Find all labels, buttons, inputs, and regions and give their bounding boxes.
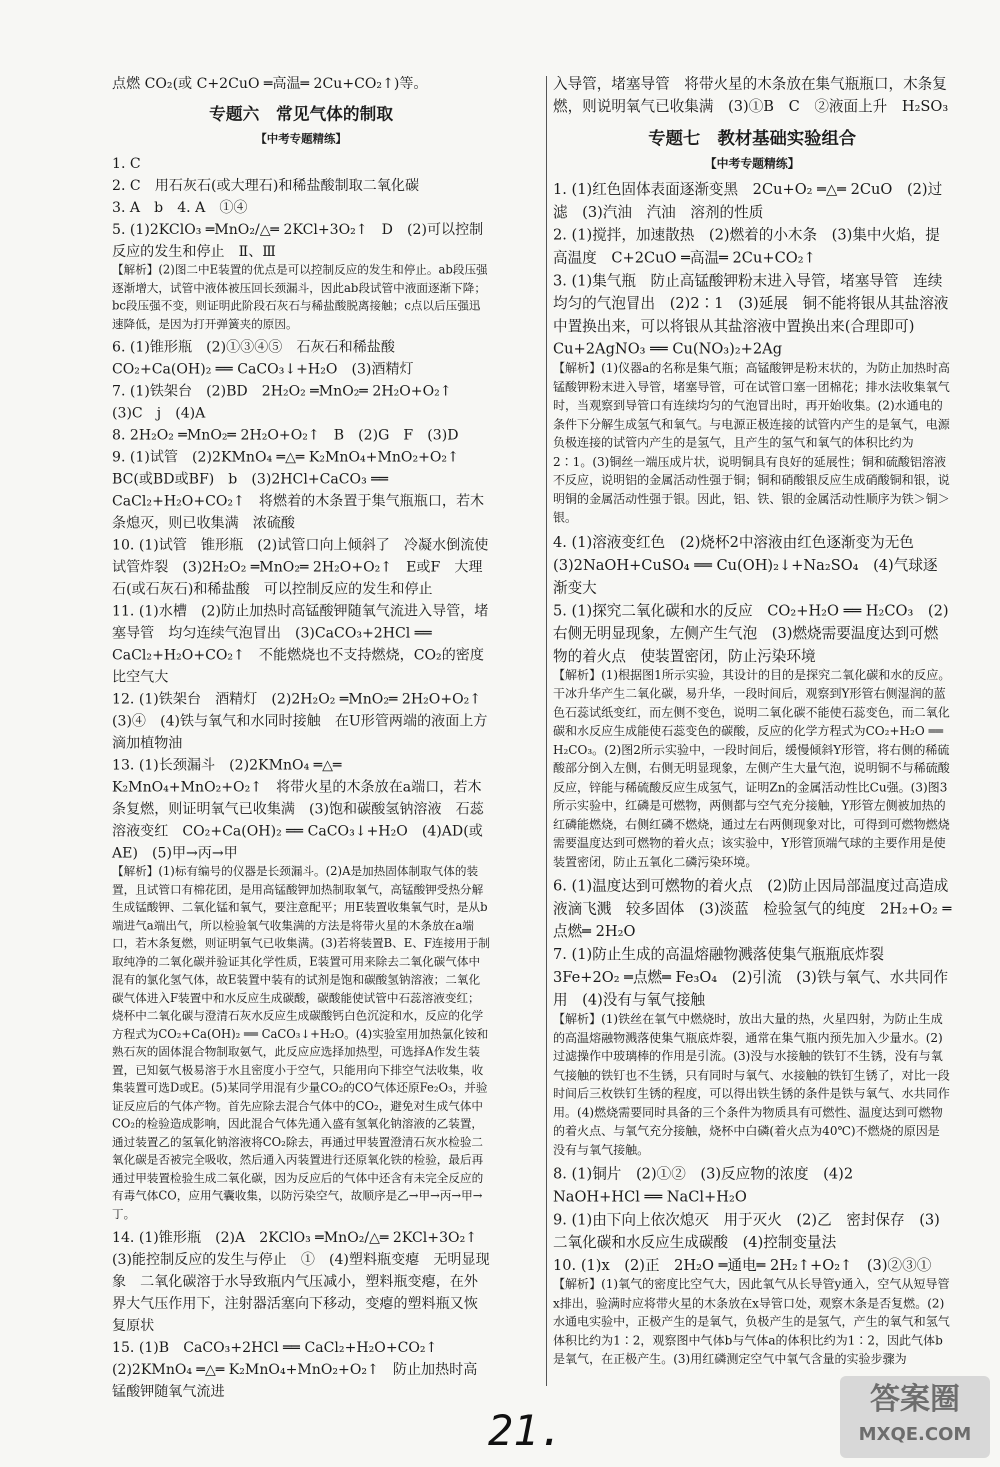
answer-item: 3. (1)集气瓶 防止高锰酸钾粉末进入导管，堵塞导管 连续均匀的气泡冒出 (2)2∶1 (3)延展 铜不能将银从其盐溶液中置换出来，可以将银从其盐溶液中置换出来(合理即可) Cu+2AgNO₃ ══ Cu(NO₃)₂+2Ag [553,271,949,358]
answer-item: 6. (1)温度达到可燃物的着火点 (2)防止因局部温度过高造成液滴飞溅 较多固体 (3)淡蓝 检验氢气的纯度 2H₂+O₂ ═点燃═ 2H₂O [553,876,952,940]
section-subtitle-7: 【中考专题精练】 [704,157,800,172]
answer-item: 1. C [112,154,141,172]
answer-item: 2. C 用石灰石(或大理石)和稀盐酸制取二氧化碳 [112,176,420,194]
answer-item: 5. (1)探究二氧化碳和水的反应 CO₂+H₂O ══ H₂CO₃ (2)右侧无明显现象，左侧产生气泡 (3)燃烧需要温度达到可燃物的着火点 使装置密闭，防止污染环境 [553,601,949,665]
left-column [112,72,496,1402]
answer-item: 9. (1)试管 (2)2KMnO₄ ═△═ K₂MnO₄+MnO₂+O₂↑ BC(或BD或BF) b (3)2HCl+CaCO₃ ══ CaCl₂+H₂O+CO₂↑ 将燃着的木条置于集气瓶瓶口，若木条熄灭，则已收集满 浓硫酸 [112,448,485,532]
left-top-line: 点燃 CO₂(或 C+2CuO ═高温═ 2Cu+CO₂↑)等。 [112,74,428,92]
watermark-logo [840,1376,990,1458]
answer-item: 10. (1)试管 锥形瓶 (2)试管口向上倾斜了 冷凝水倒流使试管炸裂 (3)2H₂O₂ ═MnO₂═ 2H₂O+O₂↑ E或F 大理石(或石灰石)和稀盐酸 可以控制反应的发生和停止 [112,536,489,598]
explanation-block: 【解析】(1)标有编号的仪器是长颈漏斗。(2)A是加热固体制取气体的装置，且试管口有棉花团，是用高锰酸钾加热制取氧气，高锰酸钾受热分解生成锰酸钾、二氧化锰和氧气，要注意配平；用E装置收集氧气时，是从b端进气a端出气，所以检验氧气收集满的方法是将带火星的木条放在a端口，若木条复燃，则证明氧气已收集满。(3)若将装置B、E、F连接用于制取纯净的二氧化碳并验证其化学性质，E装置可用来除去二氧化碳气体中混有的氯化氢气体，故E装置中装有的试剂是饱和碳酸氢钠溶液；二氧化碳气体进入F装置中和水反应生成碳酸，碳酸能使试管中石蕊溶液变红；烧杯中二氧化碳与澄清石灰水反应生成碳酸钙白色沉淀和水，反应的化学方程式为CO₂+Ca(OH)₂ ══ CaCO₃↓+H₂O。(4)实验室用加热氯化铵和熟石灰的固体混合物制取氨气，此反应应选择加热型，可选择A作发生装置，已知氨气极易溶于水且密度小于空气，只能用向下排空气法收集，收集装置可选D或E。(5)某同学用混有少量CO₂的CO气体还原Fe₂O₃，并验证反应后的气体产物。首先应除去混合气体中的CO₂，避免对生成气体中CO₂的检验造成影响，因此混合气体先通入盛有氢氧化钠溶液的乙装置，通过装置乙的氢氧化钠溶液将CO₂除去，再通过甲装置澄清石灰水检验二氧化碳是否被完全吸收，然后通入丙装置进行还原氧化铁的检验，最后再通过甲装置检验生成二氧化碳，因为反应后的气体中还含有未完全反应的有毒气体CO，应用气囊收集，以防污染空气，故顺序是乙→甲→丙→甲→丁。 [112,865,490,1222]
answer-item: 15. (1)B CaCO₃+2HCl ══ CaCl₂+H₂O+CO₂↑ (2)2KMnO₄ ═△═ K₂MnO₄+MnO₂+O₂↑ 防止加热时高锰酸钾随氧气流进 [112,1338,478,1400]
answer-item: 6. (1)锥形瓶 (2)①③④⑤ 石灰石和稀盐酸 CO₂+Ca(OH)₂ ══ CaCO₃↓+H₂O (3)酒精灯 [112,338,414,378]
column-divider [546,76,547,1386]
explanation-block: 【解析】(1)根据图1所示实验，其设计的目的是探究二氧化碳和水的反应。干冰升华产生二氧化碳，易升华，一段时间后，观察到Y形管右侧湿润的蓝色石蕊试纸变红，而左侧不变色，说明二氧化碳不能使石蕊变色，而二氧化碳和水反应生成能使石蕊变色的碳酸，反应的化学方程式为CO₂+H₂O ══ H₂CO₃。(2)图2所示实验中，一段时间后，缓慢倾斜Y形管，将右侧的稀硫酸部分倒入左侧，右侧无明显现象，左侧产生大量气泡，说明铜不与稀硫酸反应，锌能与稀硫酸反应生成氢气，证明Zn的金属活动性比Cu强。(3)图3所示实验中，红磷是可燃物，两侧都与空气充分接触，Y形管左侧被加热的红磷能燃烧，右侧红磷不燃烧，通过左右两侧现象对比，可得到可燃物燃烧需要温度达到可燃物的着火点；该实验中，Y形管顶端气球的主要作用是使装置密闭，防止五氧化二磷污染环境。 [553,668,951,870]
left-answer-list [112,152,496,1402]
answer-item: 8. 2H₂O₂ ═MnO₂═ 2H₂O+O₂↑ B (2)G F (3)D [112,426,459,444]
section-title-6: 专题六 常见气体的制取 [209,104,394,124]
answer-item: 2. (1)搅拌，加速散热 (2)燃着的小木条 (3)集中火焰，提高温度 C+2CuO ═高温═ 2Cu+CO₂↑ [553,226,940,267]
explanation-block: 【解析】(1)氧气的密度比空气大，因此氧气从长导管y通入，空气从短导管x排出，验满时应将带火星的木条放在x导管口处，观察木条是否复燃。(2)水通电实验中，正极产生的是氧气，负极产生的是氢气，产生的氧气和氢气体积比约为1∶2，观察图中气体b与气体a的体积比约为1∶2，因此气体b是氧气，在正极产生。(3)用红磷测定空气中氧气含量的实验步骤为 [553,1278,950,1367]
answer-item: 12. (1)铁架台 酒精灯 (2)2H₂O₂ ═MnO₂═ 2H₂O+O₂↑ (3)④ (4)铁与氧气和水同时接触 在U形管两端的液面上方滴加植物油 [112,690,496,752]
explanation-block: 【解析】(1)仪器a的名称是集气瓶；高锰酸钾是粉末状的，为防止加热时高锰酸钾粉末进入导管，堵塞导管，可在试管口塞一团棉花；排水法收集氧气时，当观察到导管口有连续均匀的气泡冒出时，再开始收集。(2)水通电的条件下分解生成氢气和氧气。与电源正极连接的试管内产生的是氧气，电源负极连接的试管内产生的是氢气，且产生的氢气和氧气的体积比约为2∶1。(3)铜丝一端压成片状，说明铜具有良好的延展性；铜和硫酸铝溶液不反应，说明铝的金属活动性强于铜；铜和硝酸银反应生成硝酸铜和银，说明铜的金属活动性强于银。因此，铝、铁、银的金属活动性顺序为铁＞铜＞银。 [553,361,950,526]
right-top-lines: 入导管，堵塞导管 将带火星的木条放在集气瓶瓶口，木条复燃，则说明氧气已收集满 (3)①B C ②液面上升 H₂SO₃ [553,74,949,115]
explanation-block: 【解析】(1)铁丝在氧气中燃烧时，放出大量的热，火星四射，为防止生成的高温熔融物溅落使集气瓶底炸裂，通常在集气瓶内预先加入少量水。(2)过滤操作中玻璃棒的作用是引流。(3)没与水接触的铁钉不生锈，没有与氧气接触的铁钉也不生锈，只有同时与氧气、水接触的铁钉生锈了，对比一段时间后三枚铁钉生锈的程度，可以得出铁生锈的条件是铁与氧气、水共同作用。(4)燃烧需要同时具备的三个条件为物质具有可燃性、温度达到可燃物的着火点、与氧气充分接触，烧杯中白磷(着火点为40℃)不燃烧的原因是没有与氧气接触。 [553,1012,950,1158]
answer-item: 4. (1)溶液变红色 (2)烧杯2中溶液由红色逐渐变为无色 (3)2NaOH+CuSO₄ ══ Cu(OH)₂↓+Na₂SO₄ (4)气球逐渐变大 [553,532,938,596]
watermark-url: MXQE.COM [858,1424,972,1445]
answer-item: 13. (1)长颈漏斗 (2)2KMnO₄ ═△═ K₂MnO₄+MnO₂+O₂↑ 将带火星的木条放在a端口，若木条复燃，则证明氧气已收集满 (3)饱和碳酸氢钠溶液 石蕊溶液变红 CO₂+Ca(OH)₂ ══ CaCO₃↓+H₂O (4)AD(或AE) (5)甲→丙→甲 [112,756,484,862]
section-title-7: 专题七 教材基础实验组合 [648,128,857,149]
page-number: 21. [488,1406,564,1455]
right-column [553,72,951,1372]
watermark-text: 答案圈 [870,1382,960,1417]
answer-item: 5. (1)2KClO₃ ═MnO₂/△═ 2KCl+3O₂↑ D (2)可以控制反应的发生和停止 Ⅱ、Ⅲ [112,220,484,260]
section-subtitle-6: 【中考专题精练】 [255,132,347,146]
answer-item: 3. A b 4. A ①④ [112,198,248,216]
explanation-block: 【解析】(2)图二中E装置的优点是可以控制反应的发生和停止。ab段压强逐渐增大，试管中液体被压回长颈漏斗，因此ab段试管中液面逐渐下降；bc段压强不变，则证明此阶段石灰石与稀盐酸脱离接触；c点以后压强迅速降低，是因为打开弹簧夹的原因。 [112,263,488,332]
answer-item: 11. (1)水槽 (2)防止加热时高锰酸钾随氧气流进入导管，堵塞导管 均匀连续气泡冒出 (3)CaCO₃+2HCl ══ CaCl₂+H₂O+CO₂↑ 不能燃烧也不支持燃烧，CO₂的密度比空气大 [112,602,489,686]
answer-item: 10. (1)x (2)正 2H₂O ═通电═ 2H₂↑+O₂↑ (3)②③① [553,1256,932,1274]
answer-item: 7. (1)铁架台 (2)BD 2H₂O₂ ═MnO₂═ 2H₂O+O₂↑ (3)C j (4)A [112,382,466,422]
answer-item: 8. (1)铜片 (2)①② (3)反应物的浓度 (4)2 NaOH+HCl ══ NaCl+H₂O [553,1165,868,1206]
answer-item: 1. (1)红色固体表面逐渐变黑 2Cu+O₂ ═△═ 2CuO (2)过滤 (3)汽油 汽油 溶剂的性质 [553,180,943,221]
answer-item: 9. (1)由下向上依次熄灭 用于灭火 (2)乙 密封保存 (3)二氧化碳和水反应生成碳酸 (4)控制变量法 [553,1210,940,1251]
right-answer-list [553,178,951,1370]
answer-item: 7. (1)防止生成的高温熔融物溅落使集气瓶瓶底炸裂 3Fe+2O₂ ═点燃═ Fe₃O₄ (2)引流 (3)铁与氧气、水共同作用 (4)没有与氧气接触 [553,945,949,1009]
answer-item: 14. (1)锥形瓶 (2)A 2KClO₃ ═MnO₂/△═ 2KCl+3O₂↑ (3)能控制反应的发生与停止 ① (4)塑料瓶变瘪 无明显现象 二氧化碳溶于水导致瓶内气压减小，塑料瓶变瘪，在外界大气压作用下，注射器活塞向下移动，变瘪的塑料瓶又恢复原状 [112,1228,492,1334]
